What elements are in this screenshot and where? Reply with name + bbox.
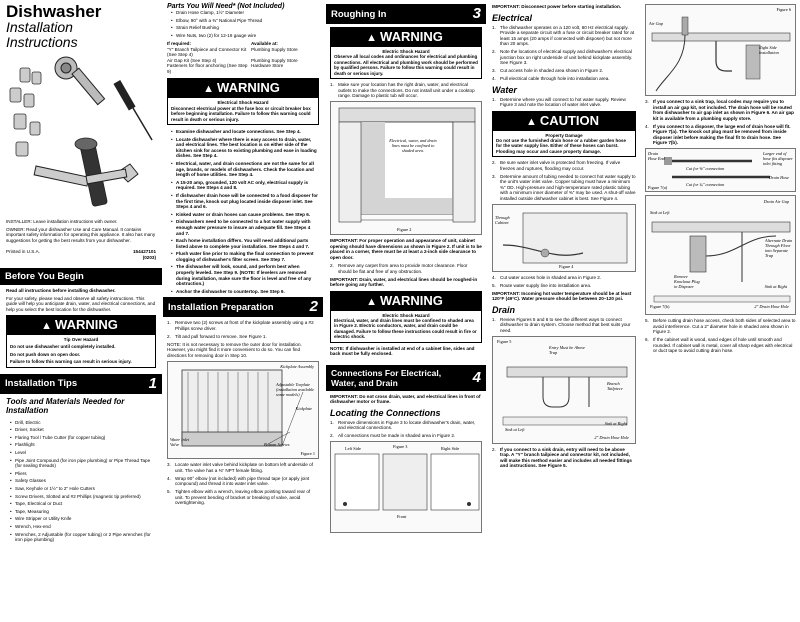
owner-note: OWNER: Read your dishwasher Use and Care Manual. It contains important safety information for operating this appliance. It also has many suggestions for getting the best results from your dishwasher. <box>6 226 156 243</box>
check-text: Flush water line prior to making the final connection to prevent clogging of dishwasher's filter screen. See Step 7. <box>176 251 314 262</box>
check-text: The dishwasher will look, sound, and perform best when properly leveled. See Step 9. (NOTE: If levelers are removed during installation, make sure the floor is level and free of any obstruction.) <box>176 264 312 287</box>
fig1-water-inlet-label: Water Inlet Valve <box>170 437 190 448</box>
warning-sub: Electric Shock Hazard <box>382 49 430 54</box>
drain-steps-5-6 <box>645 318 796 354</box>
check-text: Anchor the dishwasher to countertop. See Step 9. <box>176 288 285 294</box>
water-step-item <box>492 174 636 202</box>
step-number: 1. <box>330 419 334 425</box>
prep-step-text: Tilt and pull forward to remove. See Figure 1. <box>175 333 267 339</box>
caution-triangle-icon: ▲ <box>525 115 537 128</box>
required-item-2: Air Gap Kit (See Step 4) <box>167 57 217 63</box>
caution-sub: Property Damage <box>545 132 583 138</box>
warning-line-3: Failure to follow this warning can result in serious injury. <box>10 359 132 365</box>
fig7a-drain-hose-label: Drain Hose <box>768 175 789 180</box>
tool-text: Tape, Electrical or Duct <box>15 501 63 507</box>
water-step-item <box>492 160 636 171</box>
check-item <box>171 219 319 236</box>
warning-sub: Electrical Shock Hazard <box>217 100 269 106</box>
fig4-through-cabinet-label: Through Cabinet <box>495 214 510 225</box>
connections-important: IMPORTANT: Do not cross drain, water, and electrical lines in front of dishwasher motor or frame. <box>330 393 481 405</box>
column-2 <box>163 0 323 622</box>
water-step-item <box>492 275 636 281</box>
step-number: 5. <box>167 489 171 495</box>
water-step-text: Route water supply line into installation area. <box>500 282 592 288</box>
water-step-1-text: Determine where you will connect to hot water supply. Review Figure 3 and note the location of water inlet valve. <box>500 96 626 107</box>
step-number: 2. <box>492 49 496 54</box>
check-text: If dishwasher drain hose will be connected to a food disposer for the first time, knock out plug located inside disposer inlet. See Steps 4 and 6. <box>176 192 318 210</box>
electrical-step-text: The dishwasher operates on a 120 volt, 60 Hz electrical supply. Provide a separate circuit with a fuse or circuit breaker rated for at least 15 amps (20 amps if connected with disposer) but not more than 20 amps. <box>500 24 635 46</box>
locating-step-text: Remove dimensions in Figure 3 to locate dishwasher's drain, water, and electrical connections. <box>338 419 476 431</box>
step-number: 4. <box>492 274 496 280</box>
fig7b-knockout-label: Remove Knockout Plug in Disposer <box>674 274 700 289</box>
part-text: Elbow, 90° with a ⅜" National Pipe Thread <box>176 17 263 23</box>
warning-triangle-icon: ▲ <box>366 295 378 308</box>
tool-text: Level <box>15 450 26 455</box>
fig7a-hose-end-label: Drain Hose End <box>648 151 665 161</box>
fig3-left-label: Left Side <box>345 446 361 452</box>
fig7b-sink-right-label: Sink at Right <box>764 284 787 289</box>
rough-note: NOTE: If dishwasher is installed at end of a cabinet line, sides and back must be fully enclosed. <box>330 345 475 357</box>
ratchet-image <box>55 57 105 105</box>
warning-title: WARNING <box>380 29 443 44</box>
electrical-step-item <box>492 76 636 82</box>
title-block <box>0 0 162 50</box>
check-item <box>171 251 319 262</box>
step-number: 3. <box>645 99 649 104</box>
prep-step-item <box>167 489 319 506</box>
column-4 <box>488 0 640 622</box>
warning-sub: Electric Shock Hazard <box>382 312 430 318</box>
warning-sub: Tip Over Hazard <box>63 337 99 342</box>
rough-important-1: IMPORTANT: For proper operation and appearance of unit, cabinet opening should have dimensions as shown in Figure 2. If unit is to be placed in a corner, there must be at least a 2-inch side clearance to open door. <box>330 238 482 260</box>
fig3-front-label: Front <box>397 514 407 520</box>
fig5-caption: Figure 5 <box>497 338 512 344</box>
locating-steps <box>330 420 482 439</box>
fig7b-caption: Figure 7(b) <box>650 304 670 309</box>
electrical-shock-warning <box>167 78 319 125</box>
step-number: 5. <box>645 318 649 323</box>
available-at-1: Plumbing Supply Store <box>251 46 298 52</box>
prep-step-item <box>167 334 319 340</box>
tool-text: Pipe Joint Compound (for iron pipe plumbing) or Pipe Thread Tape (for sealing threads) <box>15 457 151 469</box>
roughing-in-title: Roughing In <box>331 8 387 20</box>
step-number: 2. <box>492 160 496 166</box>
fig1-caption: Figure 1 <box>300 451 315 457</box>
fig7b-sink-left-label: Sink at Left <box>650 210 670 215</box>
tool-text: Saw, Keyhole or 1½" to 2" Hole Cutters <box>15 485 95 491</box>
fig3-right-label: Right Side <box>441 446 460 452</box>
step-number: 4. <box>492 76 496 81</box>
fig7b-alternate-label: Alternate Drain Through Floor into Separate Trap <box>765 238 793 258</box>
check-item <box>171 212 319 218</box>
warning-triangle-icon: ▲ <box>41 320 53 332</box>
fig6-air-gap-label: Air Gap <box>649 21 663 26</box>
tool-item <box>10 427 156 433</box>
tool-item <box>10 442 156 448</box>
step-number: 1. <box>167 320 171 326</box>
prep-step-text: Locate water inlet valve behind kickplate on bottom left underside of unit. The valve has a ⅜" NPT female fitting. <box>175 462 313 473</box>
available-at-3: Hardware Store <box>251 63 284 69</box>
check-item <box>171 180 319 191</box>
step-number: 2. <box>167 333 171 339</box>
electrical-step-text: Pull electrical cable through hole into installation area. <box>500 76 610 81</box>
if-required-label: If required: <box>167 41 191 47</box>
step-number: 4. <box>645 123 649 129</box>
prep-step-item <box>167 462 319 473</box>
drain-step-1: 1. Review Figures 5 and 6 to see the different ways to connect dishwasher to drain system. Choose method that best suits your need. <box>492 317 636 334</box>
check-text: Locate dishwasher where there is easy access to drain, water, and electrical lines. The best location is on either side of the kitchen sink for access to existing plumbing and ease in loading dishes. See Step 4. <box>176 136 317 159</box>
prep-step-item <box>167 476 319 487</box>
fig6-right-side-label: Right Side Installation <box>759 45 779 55</box>
tool-item <box>10 509 156 515</box>
prep-step-text: Remove two (2) screws at front of the kickplate assembly using a #2 Phillips screw driver. <box>175 320 314 331</box>
fig3-caption: Figure 3 <box>393 444 408 450</box>
check-text: Dishwashers need to be connected to a hot water supply with enough water pressure to insure an adequate fill. See Steps 4 and 7. <box>176 219 311 236</box>
water-steps-2 <box>492 275 636 289</box>
fig7a-larger-end-label: Larger end of hose fits disposer inlet fitting <box>763 151 793 166</box>
check-text: Examine dishwasher and locate connections. See Step 4. <box>176 129 301 134</box>
tool-text: Wrench, Hex-end <box>15 523 51 529</box>
installation-preparation-title: Installation Preparation <box>168 301 274 313</box>
section-number: 3 <box>472 5 481 22</box>
socket-set-image <box>10 68 41 156</box>
column-1 <box>0 0 162 622</box>
water-title: Water <box>492 84 517 95</box>
fig1-toeplate-label: Adjustable Toeplate (installation available some models) <box>276 382 315 398</box>
shock-warning-3b <box>330 291 482 343</box>
fig7a-cut-34-label: Cut for ¾" connection <box>686 182 725 187</box>
drain-step-2: 2. If you connect to a sink drain, entry will need to be above trap. A "Y" branch tailpiece and connector kit, not included, will make this method easier and includes all needed fittings and instructions. See Figure 5. <box>492 447 636 469</box>
prep-step-text: Wrap 90° elbow (not included) with pipe thread tape (or apply joint compound) and thread it into water inlet valve. <box>175 475 310 487</box>
prep-note: NOTE: It is not necessary to remove the outer door for installation. However, you might find it more convenient to do so. You can find directions for removing door in Step 10. <box>167 341 302 358</box>
drain-step-text: If the cabinet wall is wood, sand edges of hole until smooth and rounded. If cabinet wall is metal, cover all sharp edges with electrical or duct tape to avoid cutting drain hose. <box>653 337 793 353</box>
property-damage-caution <box>492 111 636 158</box>
part-number: 154427101 (0203) <box>133 249 156 260</box>
check-text: Electrical, water, and drain connections are not the same for all age, brands, or models of dishwashers. Check the location and length of home utilities. See Step 4. <box>176 160 314 178</box>
rough-step-1: 1. Make sure your location has the right drain, water, and electrical outlets to make the connections. Do not install unit under a cooktop range. Damage to plastic tub will occur. <box>330 82 482 99</box>
water-step-text: Determine amount of tubing needed to connect hot water supply to the unit's water inlet valve. Copper tubing must have a minimum ⅜" OD. High-pressure and high-temperature rated plastic tubing with a minimum inner diameter of ⅜" may be used. A shut-off valve installed outside dishwasher cabinet is best. See Figure 4. <box>500 173 636 201</box>
electrical-step-item <box>492 49 636 66</box>
water-steps <box>492 160 636 201</box>
electrical-steps <box>492 25 636 82</box>
available-label: Available at: <box>251 41 278 47</box>
drain-step-item <box>645 99 796 121</box>
figure-6 <box>645 4 796 96</box>
water-step-1: 1. Determine where you will connect to hot water supply. Review Figure 3 and note the location of water inlet valve. <box>492 97 636 108</box>
drain-step-item <box>645 318 796 335</box>
warning-line-1: Do not use dishwasher until completely installed. <box>10 344 116 350</box>
section-number: 2 <box>309 298 318 316</box>
tool-text: Driver, Socket <box>15 427 44 433</box>
part-text: Strain Relief Bushing <box>176 25 219 31</box>
drain-step-2-text: If you connect to a sink drain, entry will need to be above trap. A "Y" branch tailpiece and connector kit, not included, will make this method easier and includes all needed fittings and instructions. See Figure 5. <box>500 446 632 469</box>
installer-note: INSTALLER: Leave installation instructions with owner. <box>6 219 118 224</box>
printed-in: Printed in U.S.A. <box>6 249 40 254</box>
warning-body: Observe all local codes and ordinances for electrical and plumbing connections. All electrical and plumbing work should be performed by qualified persons. Failure to follow this warning could result in death or serious injury. <box>334 54 478 76</box>
drain-steps-3-4 <box>645 99 796 146</box>
tool-text: Drill, Electric <box>15 419 41 425</box>
fig4-caption: Figure 4 <box>559 263 574 269</box>
column-3 <box>326 0 486 622</box>
figure-7b <box>645 195 796 315</box>
parts-list <box>167 10 319 38</box>
check-item <box>171 238 319 249</box>
before-you-begin-title: Before You Begin <box>5 271 84 282</box>
step-number: 5. <box>492 282 496 288</box>
warning-title: WARNING <box>217 80 280 96</box>
available-at-2: Plumbing Supply Store <box>251 57 298 63</box>
fig5-sink-right-label: Sink at Right <box>604 420 627 426</box>
flashlight-image <box>75 138 108 207</box>
drain-step-1-text: Review Figures 5 and 6 to see the different ways to connect dishwasher to drain system. Choose method that best suits your need. <box>500 316 631 333</box>
prep-step-item <box>167 320 319 331</box>
roughing-in-header <box>326 4 486 24</box>
before-p2: For your safety, please read and observe all safety instructions. This guide will help you anticipate drain, water, and electrical connections, and help you select the best location for the dishwasher. <box>6 295 156 312</box>
shock-warning-3 <box>330 27 482 79</box>
tool-item <box>10 516 156 522</box>
part-item <box>171 10 319 16</box>
fig6-caption: Figure 6 <box>776 7 791 12</box>
installation-tips-title: Installation Tips <box>5 378 78 390</box>
figure-5 <box>492 336 636 444</box>
rough-important-2: IMPORTANT: Drain, water, and electrical lines should be roughed-in before going any further. <box>330 276 478 288</box>
tool-text: Flashlight <box>15 442 35 448</box>
part-item <box>171 25 319 31</box>
warning-body: Disconnect electrical power at the fuse box or circuit breaker box before beginning installation. Failure to follow this warning could result in death or serious injury. <box>171 105 311 122</box>
step-number: 3. <box>492 68 496 73</box>
tool-text: Wire Stripper or Utility Knife <box>15 516 72 522</box>
figure-3 <box>330 441 482 533</box>
check-item <box>171 161 319 178</box>
electrical-title: Electrical <box>492 12 533 23</box>
fig2-caption: Figure 2 <box>397 227 412 233</box>
tool-item <box>10 420 156 426</box>
caution-title: CAUTION <box>539 112 600 128</box>
tool-item <box>10 501 156 507</box>
page-subtitle-1: Installation <box>6 19 73 35</box>
screwdriver-image <box>114 81 152 141</box>
fig2-note: Electrical, water, and drain lines must be confined to shaded area. <box>389 138 437 154</box>
prep-steps-2 <box>167 462 319 506</box>
checks-list <box>167 129 319 294</box>
water-temp-important: IMPORTANT: Incoming hot water temperature should be at least 120°F (49°C). Water pressure should be between 20–120 psi. <box>492 290 632 302</box>
fig5-sink-left-label: Sink at Left <box>505 426 525 432</box>
tool-item <box>10 471 156 477</box>
fig5-branch-label: Branch Tailpiece <box>607 380 623 391</box>
page-subtitle-2: Instructions <box>6 34 78 50</box>
step-number: 1. <box>492 24 496 30</box>
figure-7a <box>645 148 796 192</box>
locating-step-item <box>330 433 482 439</box>
tool-item <box>10 478 156 484</box>
caution-body: Do not use the furnished drain hose or a rubber garden hose for the water supply line. Either of these hoses can burst. Flooding may occur and cause property damage. <box>496 137 627 154</box>
warning-triangle-icon: ▲ <box>366 32 378 44</box>
check-text: Each home installation differs. You will need additional parts listed above to complete your installation. See Steps 4 and 7. <box>176 238 310 249</box>
before-p1: Read all instructions before installing dishwasher. <box>6 288 116 293</box>
warning-title: WARNING <box>380 292 443 308</box>
tool-item <box>10 450 156 456</box>
part-item <box>171 18 319 24</box>
prep-step-text: Tighten elbow with a wrench, leaving elbow pointing toward rear of unit. To prevent bending of bracket or breaking of valve, avoid overtightening. <box>175 489 311 506</box>
check-item <box>171 129 319 135</box>
installation-preparation-header <box>163 297 323 317</box>
rough-step-2: 2. Remove any carpet from area to provide motor clearance. Floor should be flat and free of any obstruction. <box>330 263 482 274</box>
water-step-item <box>492 283 636 289</box>
tool-text: Tape, Measuring <box>15 508 49 514</box>
water-step-text: Be sure water inlet valve is protected from freezing. If valve freezes and ruptures, flooding may occur. <box>500 160 621 171</box>
drain-step-text: If you connect to a sink trap, local codes may require you to install an air gap kit, not included. The drain hose will be routed from dishwasher to air gap inlet as shown in Figure 6. An air gap kit is available from a plumbing supply store. <box>653 99 794 121</box>
installation-tips-header <box>0 374 162 394</box>
fig7b-drain-hole-label: 2" Drain Hose Hole <box>754 304 789 309</box>
fig5-entry-label: Entry Must be Above Trap <box>549 344 586 355</box>
tool-text: Screw Drivers, Slotted and #2 Phillips (magnetic tip preferred) <box>15 493 141 499</box>
figure-2 <box>330 101 482 235</box>
locating-step-item <box>330 420 482 431</box>
drain-title: Drain <box>492 304 516 315</box>
tools-illustration <box>6 54 156 219</box>
check-item <box>171 264 319 286</box>
rough-step-2-text: Remove any carpet from area to provide motor clearance. Floor should be flat and free of any obstruction. <box>338 263 468 274</box>
warning-body: Electrical, water, and drain lines must be confined to shaded area in Figure 2. Electric conductors, water, and drain could be damaged. Failure to follow these instructions could result in fire or electric shock. <box>334 317 477 340</box>
tool-text: Flaring Tool / Tube Cutter (for copper tubing) <box>15 434 106 440</box>
locating-connections-title: Locating the Connections <box>330 407 441 418</box>
water-step-text: Cut water access hole in shaded area in Figure 2. <box>500 274 602 280</box>
warning-line-2: Do not push down on open door. <box>10 351 81 357</box>
warning-triangle-icon: ▲ <box>203 83 215 96</box>
part-text: Drain Hose Clamp, 1½" Diameter <box>176 10 245 15</box>
drain-step-item <box>645 337 796 354</box>
check-item <box>171 137 319 159</box>
fig7a-caption: Figure 7(a) <box>648 185 668 190</box>
electrical-step-text: Note the locations of electrical supply and dishwasher's electrical junction box on right underside of unit behind kickplate assembly. See Figure 3. <box>500 49 633 65</box>
drain-step-item <box>645 124 796 146</box>
check-item <box>171 289 319 295</box>
fig7b-air-gap-label: Drain Air Gap <box>763 199 789 204</box>
tool-item <box>10 486 156 492</box>
connections-header <box>326 365 486 391</box>
electrical-step-item <box>492 25 636 47</box>
electrical-step-text: Cut access hole in shaded area shown in Figure 2. <box>500 68 604 73</box>
disconnect-power-important: IMPORTANT: Disconnect power before starting installation. <box>492 4 622 9</box>
fig7a-cut-58-label: Cut for ⅝" connection <box>686 166 725 171</box>
step-number: 2. <box>330 433 334 439</box>
tool-item <box>10 532 156 543</box>
tools-title: Tools and Materials Needed for Installation <box>6 396 125 415</box>
figure-4 <box>492 204 636 272</box>
fig5-drain-hole-label: 2" Drain Hose Hole <box>594 434 629 440</box>
fig1-bottom-screws-label: Bottom Screws <box>264 442 290 448</box>
page-title: Dishwasher <box>6 2 102 21</box>
column-5 <box>641 0 800 622</box>
parts-title: Parts You Will Need* (Not Included) <box>167 3 285 10</box>
tool-item <box>10 458 156 469</box>
step-number: 3. <box>167 462 171 468</box>
tool-item <box>10 524 156 530</box>
part-text: Wire Nuts, two (2) for 12-16 gauge wire <box>176 32 257 38</box>
check-text: A 15-20 amp, grounded, 120 volt AC only, electrical supply is required. See Steps 4 and 8. <box>176 179 309 191</box>
rough-step-1-text: Make sure your location has the right drain, water, and electrical outlets to make the connections. Do not install unit under a cooktop range. Damage to plastic tub will occur. <box>338 82 475 99</box>
before-you-begin-header <box>0 268 162 285</box>
tip-over-warning <box>6 315 156 368</box>
drain-step-text: If you connect to a disposer, the large end of drain hose will fit. Figure 7(a). The knock out plug must be removed from inside disposer inlet before making the final fit to drain hose. See Figure 7(b). <box>653 123 791 145</box>
fig1-kickplate-label: Kickplate <box>295 406 312 412</box>
check-item <box>171 193 319 210</box>
required-item-3: Fasteners for floor anchoring (See Step 9) <box>167 63 248 74</box>
section-number: 4 <box>472 368 481 386</box>
step-number: 6. <box>645 337 649 342</box>
section-number: 1 <box>148 374 157 392</box>
part-item <box>171 33 319 39</box>
step-number: 3. <box>492 173 496 179</box>
prep-steps <box>167 320 319 339</box>
step-number: 4. <box>167 475 171 481</box>
drain-step-text: Before cutting drain hose access, check both sides of selected area to avoid interference. Cut a 2" diameter hole in shaded area shown in Figure 2. <box>653 318 796 334</box>
warning-title: WARNING <box>55 317 118 332</box>
locating-step-text: All connections must be made in shaded area in Figure 2. <box>338 433 456 439</box>
tool-item <box>10 494 156 500</box>
tool-text: Pliers <box>15 470 27 476</box>
electrical-step-item <box>492 68 636 74</box>
tools-list <box>6 420 156 543</box>
tool-text: Safety Glasses <box>15 478 46 484</box>
check-text: Kinked water or drain hoses can cause problems. See Step 6. <box>176 211 311 217</box>
connections-title: Connections For Electrical, Water, and Drain <box>331 367 442 388</box>
tool-item <box>10 435 156 441</box>
fig1-kickplate-assembly-label: Kickplate Assembly <box>280 364 314 370</box>
tool-text: Wrenches, 2 Adjustable (for copper tubing) or 2 Pipe wrenches (for iron pipe plumbing) <box>15 531 151 543</box>
figure-1 <box>167 361 319 459</box>
required-item-1: "Y" Branch Tailpiece and Connector Kit (See Step 4) <box>167 46 247 58</box>
